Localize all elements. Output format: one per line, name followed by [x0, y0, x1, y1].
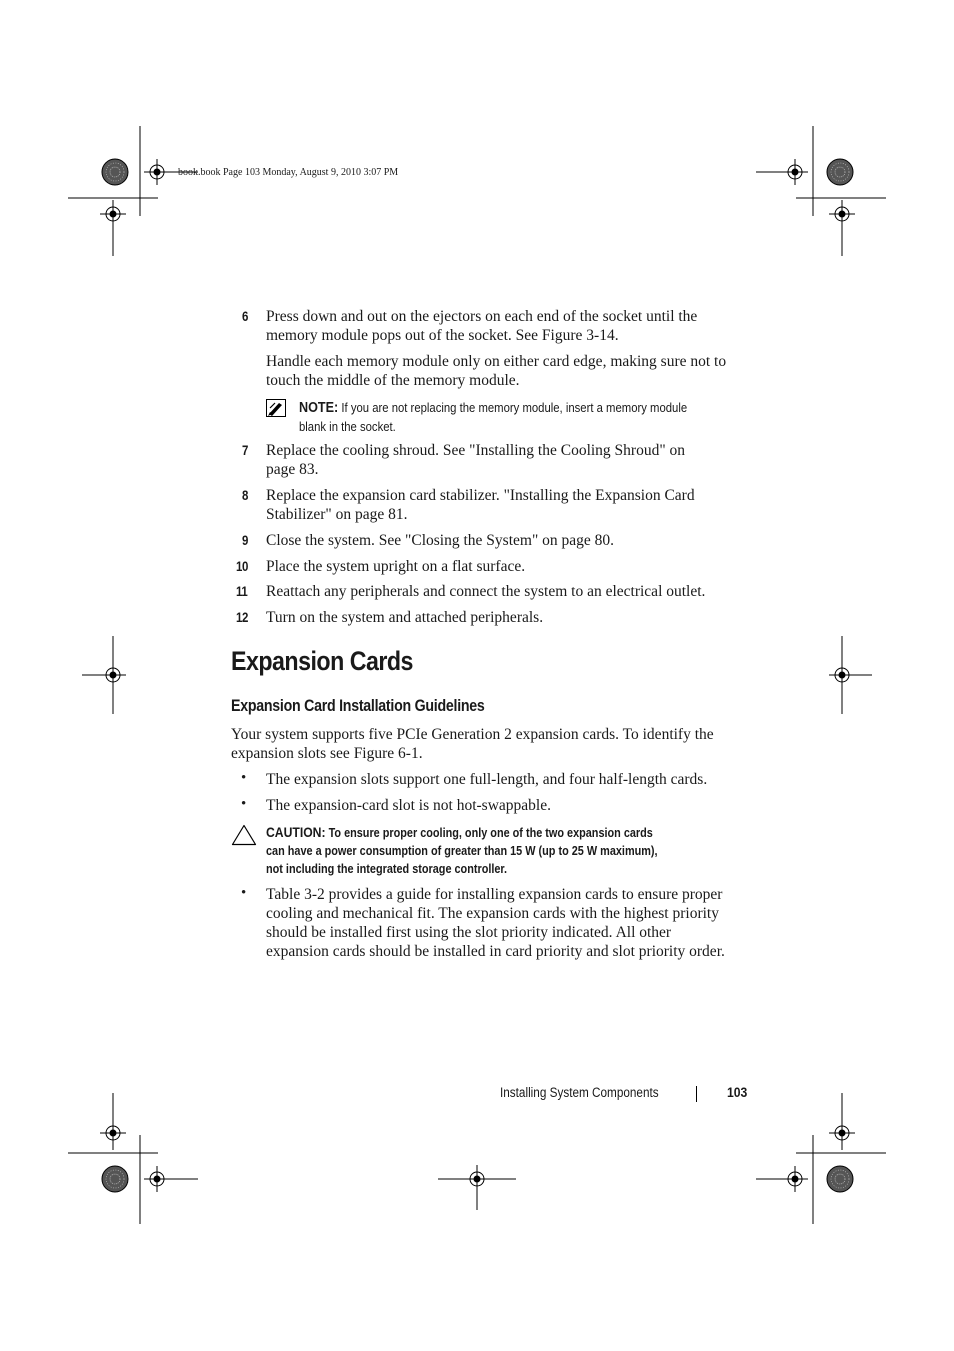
step-number: 10 — [236, 559, 248, 574]
bullet-item-line: cooling and mechanical fit. The expansion cards with the highest priority — [266, 905, 719, 922]
step-text: Place the system upright on a flat surface. — [266, 558, 526, 575]
note-block — [299, 399, 743, 435]
bullet-mark: • — [241, 885, 247, 901]
caution-text-line: not including the integrated storage controller. — [266, 862, 508, 876]
step-number: 8 — [242, 488, 248, 503]
step-text — [266, 307, 766, 345]
step-text: Reattach any peripherals and connect the system to an electrical outlet. — [266, 583, 706, 600]
page-number: 103 — [727, 1084, 748, 1100]
bullet-item: The expansion-card slot is not hot-swappable. — [266, 797, 551, 814]
note-icon — [266, 399, 286, 419]
bullet-mark: • — [241, 770, 247, 786]
print-header-stamp: book.book Page 103 Monday, August 9, 2010 3:07 PM — [178, 167, 399, 178]
caution-text-line: can have a power consumption of greater than 15 W (up to 25 W maximum), — [266, 844, 658, 858]
intro-line: expansion slots see Figure 6-1. — [231, 745, 423, 762]
subsection-title: Expansion Card Installation Guidelines — [231, 697, 485, 715]
bullet-item — [266, 885, 766, 961]
step-text-line: Replace the cooling shroud. See "Installing the Cooling Shroud" on — [266, 442, 686, 459]
caution-block — [266, 823, 753, 878]
intro-line: Your system supports five PCIe Generation 2 expansion cards. To identify the — [231, 726, 714, 743]
step-text: Turn on the system and attached peripherals. — [266, 609, 544, 626]
bullet-item: The expansion slots support one full-length, and four half-length cards. — [266, 771, 708, 788]
step-detail-line: Handle each memory module only on either card edge, making sure not to — [266, 353, 727, 370]
caution-label: CAUTION: — [266, 824, 326, 840]
step-detail — [266, 352, 766, 390]
caution-icon — [231, 824, 257, 846]
note-text-line: blank in the socket. — [299, 418, 396, 434]
step-text: Close the system. See "Closing the System" on page 80. — [266, 532, 615, 549]
step-number: 6 — [242, 309, 248, 324]
step-number: 12 — [236, 610, 248, 625]
step-text-line: Replace the expansion card stabilizer. "Installing the Expansion Card — [266, 487, 695, 504]
footer-separator — [696, 1086, 697, 1102]
step-text — [266, 486, 766, 524]
footer-chapter-title: Installing System Components — [500, 1085, 659, 1100]
bullet-item-line: should be installed first using the slot priority indicated. All other — [266, 924, 672, 941]
step-text-line: memory module pops out of the socket. See Figure 3-14. — [266, 327, 619, 344]
caution-text-line: To ensure proper cooling, only one of the two expansion cards — [328, 826, 653, 840]
step-number: 11 — [236, 584, 248, 599]
step-text-line: page 83. — [266, 461, 319, 478]
bullet-item-line: expansion cards should be installed in card priority and slot priority order. — [266, 943, 725, 960]
step-detail-line: touch the middle of the memory module. — [266, 372, 520, 389]
section-title: Expansion Cards — [231, 646, 413, 676]
bullet-item-line: Table 3-2 provides a guide for installing expansion cards to ensure proper — [266, 886, 723, 903]
step-text — [266, 441, 766, 479]
step-number: 7 — [242, 443, 248, 458]
step-number: 9 — [242, 533, 248, 548]
bullet-mark: • — [241, 796, 247, 812]
step-text-line: Stabilizer" on page 81. — [266, 506, 408, 523]
step-text-line: Press down and out on the ejectors on each end of the socket until the — [266, 308, 698, 325]
note-label: NOTE: — [299, 400, 339, 416]
note-text-line: If you are not replacing the memory module, insert a memory module — [341, 400, 688, 415]
intro-paragraph — [231, 725, 771, 763]
